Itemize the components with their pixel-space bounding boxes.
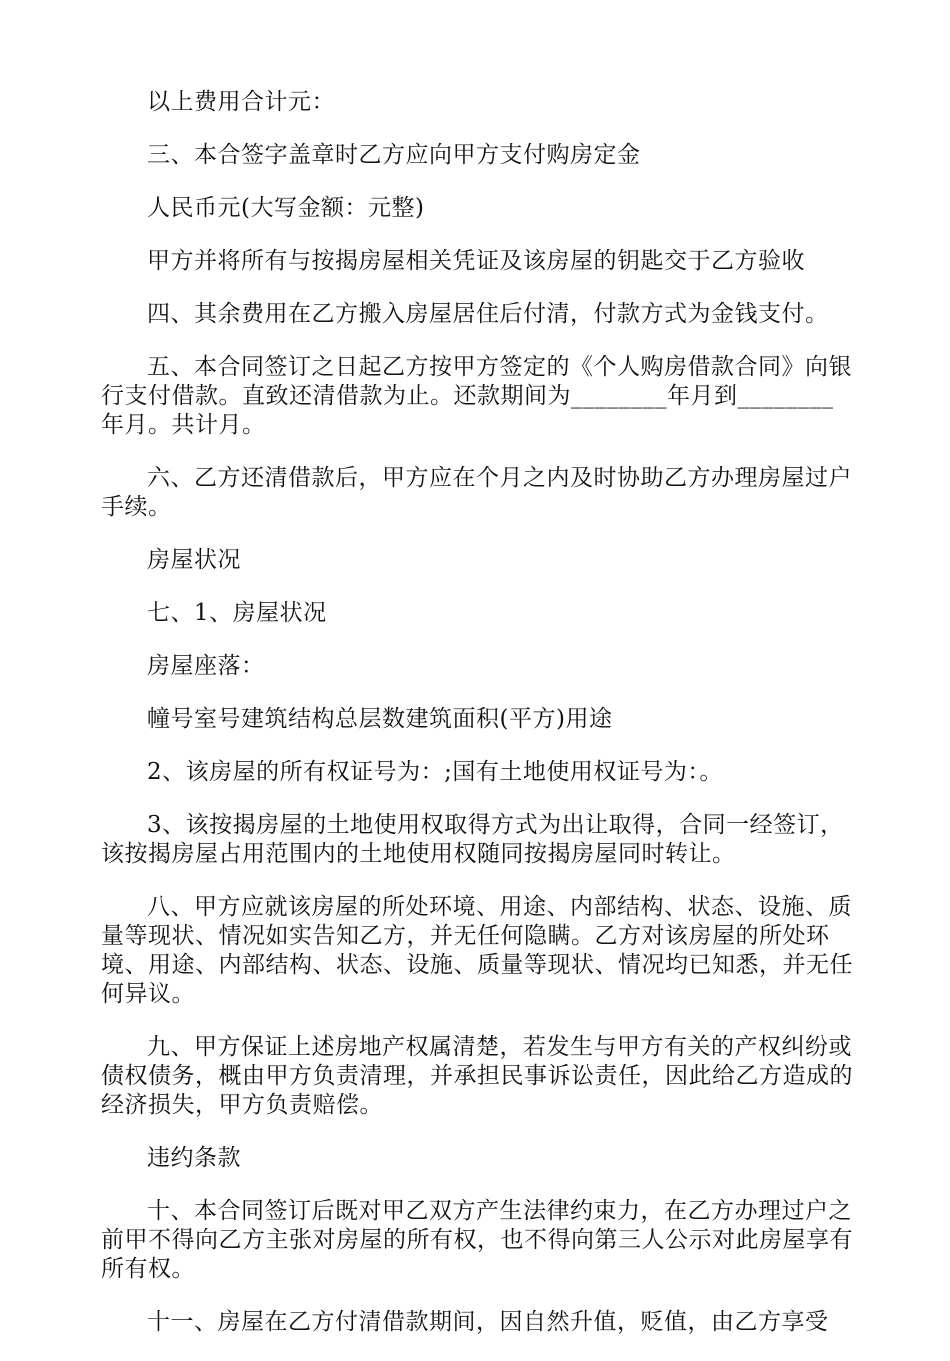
- section-heading-breach: 违约条款: [147, 1145, 241, 1171]
- paragraph-clause-7-1: 七、1、房屋状况: [147, 600, 327, 626]
- paragraph-clause-6: 六、乙方还清借款后，甲方应在个月之内及时协助乙方办理房屋过户手续。: [101, 465, 852, 520]
- paragraph-clause-3: 三、本合签字盖章时乙方应向甲方支付购房定金: [147, 142, 641, 168]
- section-heading-house-status: 房屋状况: [147, 547, 241, 573]
- paragraph-clause-9: 九、甲方保证上述房地产权属清楚，若发生与甲方有关的产权纠纷或债权债务，概由甲方负责清理，并承担民事诉讼责任，因此给乙方造成的经济损失，甲方负责赔偿。: [101, 1034, 853, 1118]
- paragraph-clause-4: 四、其余费用在乙方搬入房屋居住后付清，付款方式为金钱支付。: [147, 301, 829, 327]
- paragraph-deposit-amount: 人民币元(大写金额：元整): [147, 195, 425, 221]
- paragraph-clause-8: 八、甲方应就该房屋的所处环境、用途、内部结构、状态、设施、质量等现状、情况如实告知乙方，并无任何隐瞒。乙方对该房屋的所处环境、用途、内部结构、状态、设施、质量等现状、情况均已知悉，并无任何异议。: [101, 894, 853, 1007]
- paragraph-keys-handover: 甲方并将所有与按揭房屋相关凭证及该房屋的钥匙交于乙方验收: [147, 248, 805, 274]
- paragraph-clause-7-3: 3、该按揭房屋的土地使用权取得方式为出让取得，合同一经签订，该按揭房屋占用范围内的土地使用权随同按揭房屋同时转让。: [101, 812, 844, 867]
- paragraph-clause-7-2: 2、该房屋的所有权证号为：;国有土地使用权证号为：。: [147, 759, 723, 785]
- paragraph-fee-total: 以上费用合计元：: [147, 89, 335, 115]
- paragraph-clause-10: 十、本合同签订后既对甲乙双方产生法律约束力，在乙方办理过户之前甲不得向乙方主张对房屋的所有权，也不得向第三人公示对此房屋享有所有权。: [101, 1198, 853, 1282]
- paragraph-house-location: 房屋座落：: [147, 653, 265, 679]
- paragraph-clause-5: 五、本合同签订之日起乙方按甲方签定的《个人购房借款合同》向银行支付借款。直致还清借款为止。还款期间为________年月到________年月。共计月。: [101, 354, 852, 438]
- document-page: [101, 88, 853, 1361]
- paragraph-clause-11: 十一、房屋在乙方付清借款期间，因自然升值，贬值，由乙方享受: [147, 1309, 829, 1335]
- paragraph-house-fields: 幢号室号建筑结构总层数建筑面积(平方)用途: [147, 706, 613, 732]
